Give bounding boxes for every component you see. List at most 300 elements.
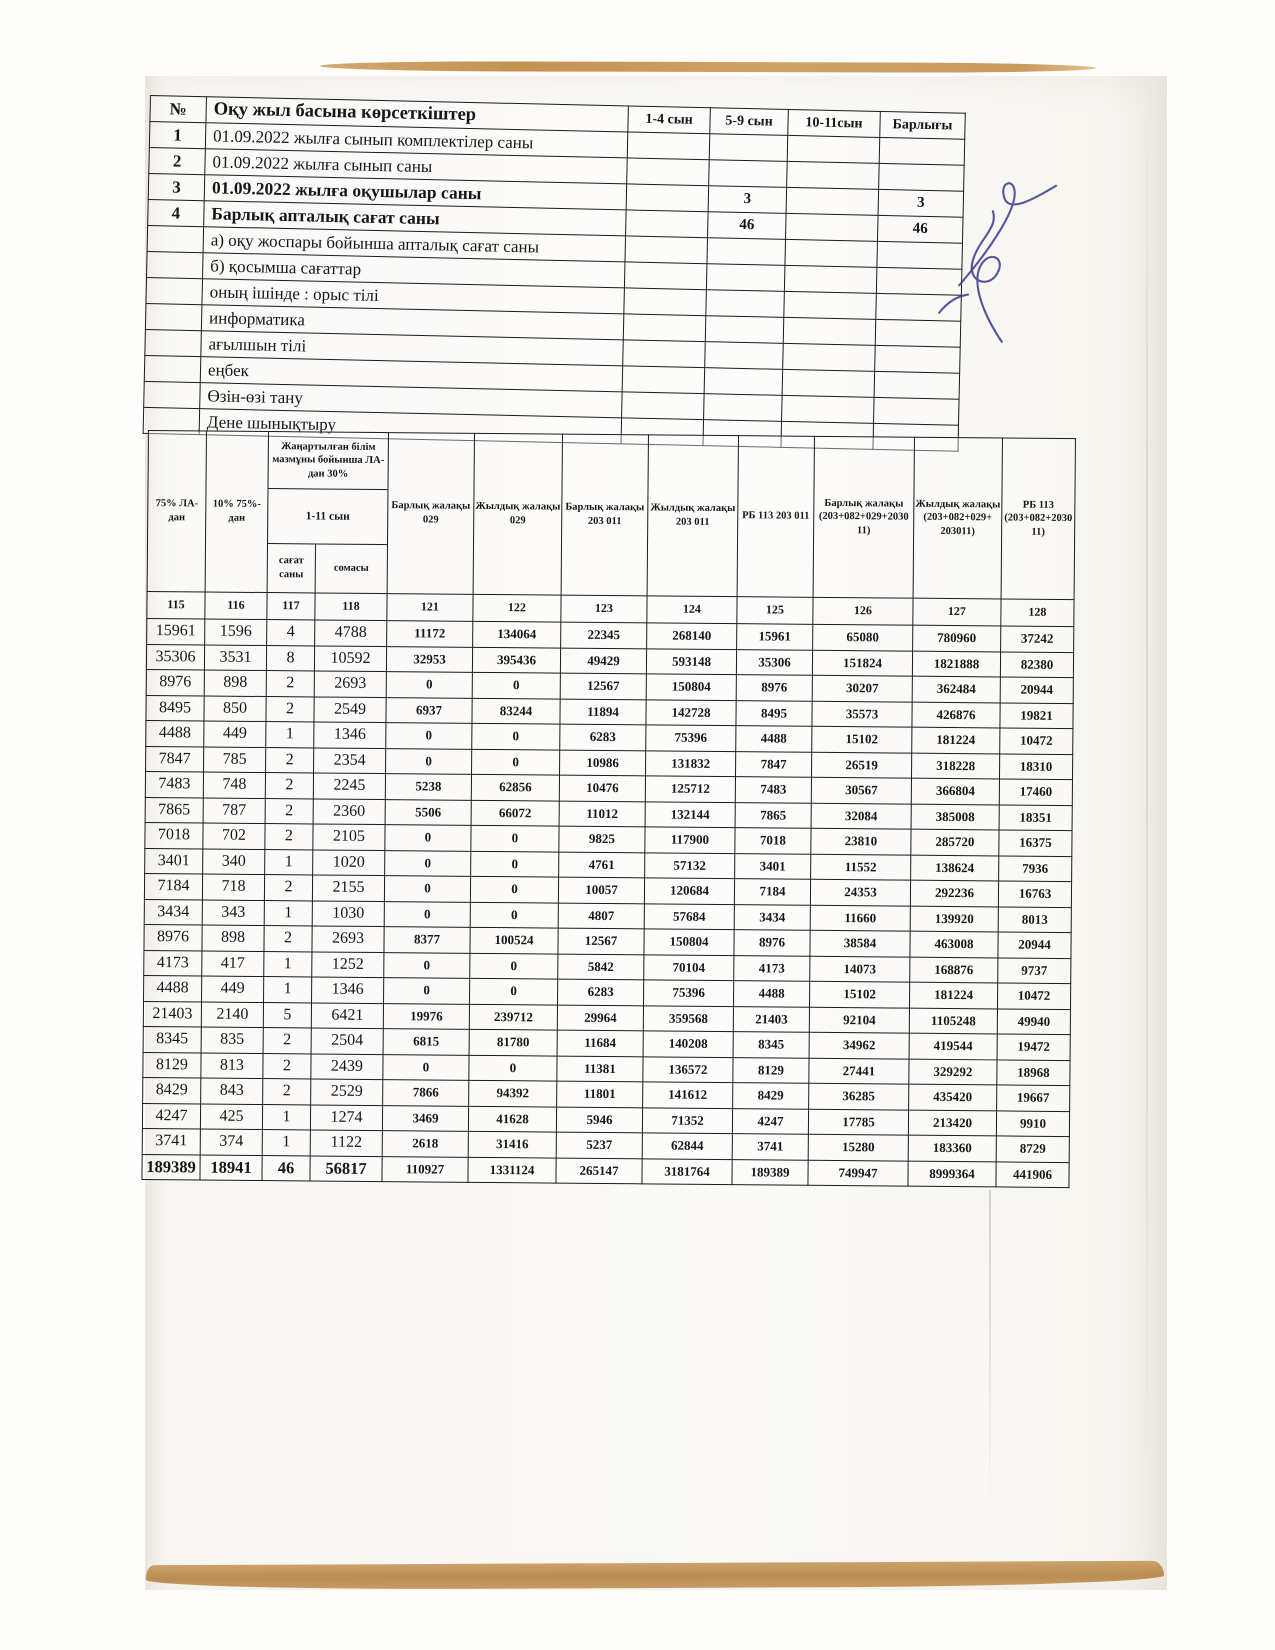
cell: ағылшын тілі bbox=[201, 331, 623, 366]
column-code: 127 bbox=[913, 598, 1001, 626]
cell bbox=[874, 397, 960, 425]
column-code: 126 bbox=[813, 597, 913, 625]
cell: 183360 bbox=[908, 1135, 996, 1161]
cell: 2549 bbox=[314, 696, 386, 722]
cell bbox=[144, 355, 201, 382]
cell: 813 bbox=[201, 1052, 263, 1078]
cell: 0 bbox=[386, 723, 472, 749]
cell: 7865 bbox=[145, 797, 203, 823]
cell: 17785 bbox=[808, 1109, 908, 1135]
cell: 141612 bbox=[643, 1082, 733, 1108]
cell: 9737 bbox=[998, 957, 1071, 983]
cell: 10986 bbox=[560, 750, 646, 776]
cell: 1030 bbox=[312, 900, 384, 926]
cell: 265147 bbox=[556, 1158, 642, 1184]
cell: 11684 bbox=[557, 1030, 643, 1056]
cell: 0 bbox=[469, 1055, 557, 1081]
cell bbox=[705, 316, 784, 344]
cell: 92104 bbox=[809, 1007, 909, 1033]
cell bbox=[623, 314, 706, 342]
header-sagat-sany: сағат саны bbox=[267, 544, 315, 593]
cell: 16375 bbox=[999, 830, 1072, 856]
cell bbox=[144, 381, 201, 408]
cell bbox=[783, 343, 876, 371]
col-header-5-9: 5-9 сын bbox=[710, 108, 789, 136]
header-barlyk-zhalaky-203011: Барлық жалақы 203 011 bbox=[561, 434, 648, 596]
cell: 2693 bbox=[314, 671, 386, 697]
cell: 34962 bbox=[809, 1032, 909, 1058]
cell: 35306 bbox=[146, 644, 204, 670]
cell: 898 bbox=[204, 670, 266, 696]
cell: 213420 bbox=[908, 1110, 996, 1136]
cell: 70104 bbox=[644, 954, 734, 980]
cell bbox=[782, 395, 875, 423]
column-code: 115 bbox=[147, 591, 205, 619]
col-header-total: Барлығы bbox=[880, 111, 966, 139]
cell: 463008 bbox=[910, 931, 998, 957]
cell bbox=[786, 213, 879, 241]
cell: 780960 bbox=[913, 625, 1001, 651]
cell: 1252 bbox=[312, 951, 384, 977]
cell: 46 bbox=[708, 212, 787, 240]
cell: 835 bbox=[201, 1027, 263, 1053]
cell: 110927 bbox=[382, 1156, 468, 1182]
cell: 10592 bbox=[314, 645, 386, 671]
cell bbox=[706, 290, 785, 318]
cell: 1346 bbox=[312, 977, 384, 1003]
paper-edge-shadow bbox=[1146, 100, 1148, 1480]
cell: 10057 bbox=[558, 877, 644, 903]
cell: 15961 bbox=[737, 624, 813, 650]
cell bbox=[784, 265, 877, 293]
cell: 10472 bbox=[997, 983, 1070, 1009]
cell: 0 bbox=[384, 952, 470, 978]
cell: 2 bbox=[263, 1079, 311, 1105]
cell: 7936 bbox=[999, 855, 1072, 881]
signature bbox=[923, 161, 1068, 361]
cell: 11801 bbox=[557, 1081, 643, 1107]
cell: 82380 bbox=[1000, 651, 1073, 677]
cell: 435420 bbox=[909, 1084, 997, 1110]
cell: 32953 bbox=[386, 646, 472, 672]
cell bbox=[705, 342, 784, 370]
cell: Дене шынықтыру bbox=[199, 409, 621, 444]
cell: 3181764 bbox=[642, 1158, 732, 1184]
cell: 3434 bbox=[734, 904, 810, 930]
cell: 117900 bbox=[645, 827, 735, 853]
cell: 01.09.2022 жылға сынып комплектілер саны bbox=[205, 123, 627, 158]
cell: 3401 bbox=[735, 853, 811, 879]
cell: 24353 bbox=[810, 879, 910, 905]
header-group-updated-content: Жаңартылған білім мазмұны бойынша ЛА-дан 30% bbox=[268, 432, 388, 490]
cell: 36285 bbox=[809, 1083, 909, 1109]
cell: 35306 bbox=[736, 649, 812, 675]
cell: 75396 bbox=[646, 725, 736, 751]
cell: 8729 bbox=[996, 1136, 1069, 1162]
cell: 8345 bbox=[143, 1026, 201, 1052]
column-code: 121 bbox=[387, 594, 473, 622]
cell: 2 bbox=[265, 773, 313, 799]
cell bbox=[787, 161, 880, 189]
cell: 31416 bbox=[468, 1131, 556, 1157]
cell: 11552 bbox=[811, 854, 911, 880]
cell: 3401 bbox=[145, 848, 203, 874]
cell: 0 bbox=[472, 749, 560, 775]
cell: 3 bbox=[878, 189, 964, 217]
indicators-table bbox=[143, 95, 966, 452]
cell: 8976 bbox=[736, 675, 812, 701]
cell: 898 bbox=[202, 925, 264, 951]
cell: 359568 bbox=[643, 1005, 733, 1031]
cell: 57132 bbox=[645, 852, 735, 878]
cell bbox=[146, 277, 203, 304]
cell: 15102 bbox=[809, 981, 909, 1007]
cell: 0 bbox=[470, 876, 558, 902]
cell: 8976 bbox=[144, 924, 202, 950]
cell: 417 bbox=[202, 950, 264, 976]
col-header-1-4: 1-4 сын bbox=[628, 106, 711, 134]
header-zhyldyk-zhalaky-203011: Жылдық жалақы 203 011 bbox=[647, 435, 738, 597]
cell: 10472 bbox=[1000, 728, 1073, 754]
cell: оның ішінде : орыс тілі bbox=[202, 279, 624, 314]
cell: 125712 bbox=[645, 776, 735, 802]
cell: 1020 bbox=[313, 849, 385, 875]
cell: 718 bbox=[202, 874, 264, 900]
cell: 8 bbox=[266, 645, 314, 671]
cell: 1122 bbox=[310, 1130, 382, 1156]
cell: 3 bbox=[148, 173, 205, 200]
cell bbox=[626, 210, 709, 238]
table1-title: Оқу жыл басына көрсеткіштер bbox=[206, 97, 628, 132]
cell: 6283 bbox=[558, 979, 644, 1005]
cell: 2 bbox=[263, 1053, 311, 1079]
cardboard-gap-top bbox=[320, 61, 1096, 73]
cell: 3434 bbox=[144, 899, 202, 925]
cell: 4173 bbox=[734, 955, 810, 981]
cell: Өзін-өзі тану bbox=[200, 383, 622, 418]
header-10-75: 10% 75%-дан bbox=[205, 431, 268, 593]
cell: 4247 bbox=[142, 1103, 200, 1129]
cell: 6815 bbox=[383, 1029, 469, 1055]
cell: 8345 bbox=[733, 1032, 809, 1058]
cell bbox=[625, 236, 708, 264]
cell: 7847 bbox=[735, 751, 811, 777]
cell bbox=[145, 303, 202, 330]
cell: 385008 bbox=[911, 804, 999, 830]
cell: 2 bbox=[266, 747, 314, 773]
cell: 7018 bbox=[145, 822, 203, 848]
cell: 0 bbox=[385, 825, 471, 851]
cell bbox=[783, 317, 876, 345]
cell: б) қосымша сағаттар bbox=[203, 253, 625, 288]
cell: 5238 bbox=[385, 774, 471, 800]
cell: 6937 bbox=[386, 697, 472, 723]
cell: 2245 bbox=[313, 773, 385, 799]
cell: 0 bbox=[384, 901, 470, 927]
cell bbox=[147, 251, 204, 278]
cell: 8377 bbox=[384, 927, 470, 953]
cell: 850 bbox=[204, 696, 266, 722]
cell bbox=[782, 369, 875, 397]
cell: 2439 bbox=[311, 1053, 383, 1079]
cell: 14073 bbox=[810, 956, 910, 982]
salary-header-row-1 bbox=[148, 431, 1075, 496]
num-header: № bbox=[150, 96, 207, 123]
cell: 4488 bbox=[736, 726, 812, 752]
cell: 5946 bbox=[556, 1107, 642, 1133]
cell: 1 bbox=[262, 1130, 310, 1156]
cell: 2140 bbox=[201, 1001, 263, 1027]
cell: 66072 bbox=[471, 800, 559, 826]
cell: Барлық апталық сағат саны bbox=[204, 201, 626, 236]
cell: 2504 bbox=[311, 1028, 383, 1054]
cell: 843 bbox=[201, 1078, 263, 1104]
cell: 140208 bbox=[643, 1031, 733, 1057]
cell: 0 bbox=[472, 672, 560, 698]
cell: 268140 bbox=[647, 623, 737, 649]
cell: 11012 bbox=[559, 801, 645, 827]
cell: 5 bbox=[263, 1002, 311, 1028]
cell: 17460 bbox=[999, 779, 1072, 805]
cell bbox=[706, 264, 785, 292]
cell: 18310 bbox=[999, 753, 1072, 779]
cell: 11172 bbox=[387, 621, 473, 647]
cell: 19667 bbox=[997, 1085, 1070, 1111]
cell: 9825 bbox=[559, 826, 645, 852]
cell: 49940 bbox=[997, 1008, 1070, 1034]
col-header-10-11: 10-11сын bbox=[788, 109, 881, 137]
cell: 15961 bbox=[147, 618, 205, 644]
cell: 4788 bbox=[315, 620, 387, 646]
cell: 75396 bbox=[643, 980, 733, 1006]
cell: 150804 bbox=[646, 674, 736, 700]
cell: 0 bbox=[470, 953, 558, 979]
cell bbox=[145, 329, 202, 356]
cell: 0 bbox=[470, 978, 558, 1004]
cell: 19976 bbox=[383, 1003, 469, 1029]
cell: 340 bbox=[203, 848, 265, 874]
cell: 16763 bbox=[998, 881, 1071, 907]
cell: 292236 bbox=[910, 880, 998, 906]
cell bbox=[704, 368, 783, 396]
cell: 181224 bbox=[912, 727, 1000, 753]
header-1-11-syn: 1-11 сын bbox=[268, 489, 388, 545]
cell bbox=[622, 366, 705, 394]
cell: 1 bbox=[264, 900, 312, 926]
cell: 8429 bbox=[143, 1077, 201, 1103]
cell: 7865 bbox=[735, 802, 811, 828]
cell: 2 bbox=[266, 696, 314, 722]
cell: 329292 bbox=[909, 1059, 997, 1085]
cell: 32084 bbox=[811, 803, 911, 829]
cell: 3741 bbox=[732, 1134, 808, 1160]
cell: 1346 bbox=[314, 722, 386, 748]
cell: 71352 bbox=[642, 1107, 732, 1133]
cell bbox=[624, 262, 707, 290]
cell bbox=[704, 394, 783, 422]
cell: 57684 bbox=[644, 903, 734, 929]
cell: 2 bbox=[263, 1028, 311, 1054]
cell: 0 bbox=[471, 825, 559, 851]
cell bbox=[784, 291, 877, 319]
column-code: 128 bbox=[1001, 599, 1074, 627]
header-rb113-sum: РБ 113 (203+082+2030 11) bbox=[1001, 438, 1075, 600]
cell: 94392 bbox=[469, 1080, 557, 1106]
cell: 6283 bbox=[560, 724, 646, 750]
cell: 18351 bbox=[999, 804, 1072, 830]
cell: 2 bbox=[264, 875, 312, 901]
cell bbox=[785, 239, 878, 267]
cell: 0 bbox=[386, 672, 472, 698]
cell: 2155 bbox=[312, 875, 384, 901]
cell: 1 bbox=[262, 1104, 310, 1130]
cell: 8495 bbox=[736, 700, 812, 726]
cell: 593148 bbox=[646, 648, 736, 674]
header-75-la: 75% ЛА-дан bbox=[147, 431, 206, 593]
cell: 0 bbox=[383, 1054, 469, 1080]
cell: 8129 bbox=[143, 1052, 201, 1078]
cell: 3531 bbox=[204, 645, 266, 671]
cell bbox=[786, 187, 879, 215]
cell: 8976 bbox=[146, 669, 204, 695]
cell: 8013 bbox=[998, 906, 1071, 932]
cell: 4 bbox=[267, 620, 315, 646]
paper-crease bbox=[989, 1190, 991, 1510]
cell bbox=[147, 225, 204, 252]
cell: 30207 bbox=[812, 675, 912, 701]
cell: 8976 bbox=[734, 930, 810, 956]
cell: 8495 bbox=[146, 695, 204, 721]
cell: 2 bbox=[265, 824, 313, 850]
cell bbox=[787, 135, 880, 163]
cell: 15280 bbox=[808, 1134, 908, 1160]
header-somasy: сомасы bbox=[315, 544, 387, 594]
cell: 7483 bbox=[735, 777, 811, 803]
cell: 23810 bbox=[811, 828, 911, 854]
cell: 7866 bbox=[383, 1080, 469, 1106]
cell: 449 bbox=[204, 721, 266, 747]
header-barlyk-zhalaky-029: Барлық жалақы 029 bbox=[387, 433, 474, 595]
cell: 132144 bbox=[645, 801, 735, 827]
cell: 2 bbox=[264, 926, 312, 952]
cell: 785 bbox=[204, 746, 266, 772]
cell: 189389 bbox=[732, 1159, 808, 1185]
cell bbox=[709, 134, 788, 162]
cell: 5842 bbox=[558, 954, 644, 980]
cell: 41628 bbox=[468, 1106, 556, 1132]
cell: 100524 bbox=[470, 927, 558, 953]
cell bbox=[623, 340, 706, 368]
cell: 21403 bbox=[733, 1006, 809, 1032]
cell: 19821 bbox=[1000, 702, 1073, 728]
cell: 343 bbox=[202, 899, 264, 925]
cell: 366804 bbox=[911, 778, 999, 804]
cell: 1596 bbox=[205, 619, 267, 645]
cell: 285720 bbox=[911, 829, 999, 855]
cell: 120684 bbox=[644, 878, 734, 904]
cell: 11660 bbox=[810, 905, 910, 931]
cell: 11894 bbox=[560, 699, 646, 725]
cell: 0 bbox=[385, 850, 471, 876]
cell: 46 bbox=[262, 1155, 310, 1181]
cell bbox=[627, 132, 710, 160]
cell: 441906 bbox=[996, 1161, 1069, 1187]
cell: 5237 bbox=[556, 1132, 642, 1158]
cell: 4807 bbox=[558, 903, 644, 929]
cell: 1 bbox=[264, 977, 312, 1003]
cell: 4488 bbox=[733, 981, 809, 1007]
cell: 4488 bbox=[144, 975, 202, 1001]
cell bbox=[624, 288, 707, 316]
cell: 1 bbox=[149, 122, 206, 149]
cell: 01.09.2022 жылға оқушылар саны bbox=[204, 175, 626, 210]
cell: 1274 bbox=[310, 1104, 382, 1130]
cell: 8129 bbox=[733, 1057, 809, 1083]
cell: 0 bbox=[471, 851, 559, 877]
column-code: 123 bbox=[561, 595, 647, 623]
cell bbox=[626, 184, 709, 212]
cell: 12567 bbox=[558, 928, 644, 954]
cell: 37242 bbox=[1001, 626, 1074, 652]
cell: 27441 bbox=[809, 1058, 909, 1084]
cell: 374 bbox=[200, 1129, 262, 1155]
cell: 30567 bbox=[811, 777, 911, 803]
cell: 46 bbox=[877, 215, 963, 243]
cell: 449 bbox=[202, 976, 264, 1002]
cell: 134064 bbox=[473, 621, 561, 647]
cell: 4761 bbox=[559, 852, 645, 878]
cell: 7483 bbox=[145, 771, 203, 797]
cell bbox=[707, 238, 786, 266]
cell: 3 bbox=[708, 186, 787, 214]
cell: 419544 bbox=[909, 1033, 997, 1059]
cell: 2693 bbox=[312, 926, 384, 952]
cell: 5506 bbox=[385, 799, 471, 825]
cell: 7184 bbox=[734, 879, 810, 905]
cell: 19472 bbox=[997, 1034, 1070, 1060]
cell: 426876 bbox=[912, 702, 1000, 728]
cell bbox=[622, 392, 705, 420]
cell: 4 bbox=[148, 199, 205, 226]
cell: 362484 bbox=[912, 676, 1000, 702]
cell: 7184 bbox=[144, 873, 202, 899]
cell: 142728 bbox=[646, 699, 736, 725]
cell: информатика bbox=[201, 305, 623, 340]
cell: 3741 bbox=[142, 1128, 200, 1154]
cell: 18941 bbox=[200, 1154, 262, 1180]
cell: 62856 bbox=[471, 774, 559, 800]
cell: 62844 bbox=[642, 1133, 732, 1159]
cell: 136572 bbox=[643, 1056, 733, 1082]
cell: 26519 bbox=[811, 752, 911, 778]
cell: 8429 bbox=[733, 1083, 809, 1109]
cell: 1 bbox=[266, 722, 314, 748]
cell: 7018 bbox=[735, 828, 811, 854]
cell: 83244 bbox=[472, 698, 560, 724]
cell: 1 bbox=[265, 849, 313, 875]
cell: 2354 bbox=[314, 747, 386, 773]
cell: 6421 bbox=[311, 1002, 383, 1028]
cell: 81780 bbox=[469, 1029, 557, 1055]
column-code: 118 bbox=[315, 593, 387, 621]
cell: 11381 bbox=[557, 1056, 643, 1082]
header-barlyk-zhalaky-sum: Барлық жалақы (203+082+029+2030 11) bbox=[813, 436, 914, 598]
cell: 2360 bbox=[313, 798, 385, 824]
column-code: 124 bbox=[647, 596, 737, 624]
cell: 35573 bbox=[812, 701, 912, 727]
cell: 9910 bbox=[996, 1110, 1069, 1136]
cell: 2 bbox=[266, 671, 314, 697]
